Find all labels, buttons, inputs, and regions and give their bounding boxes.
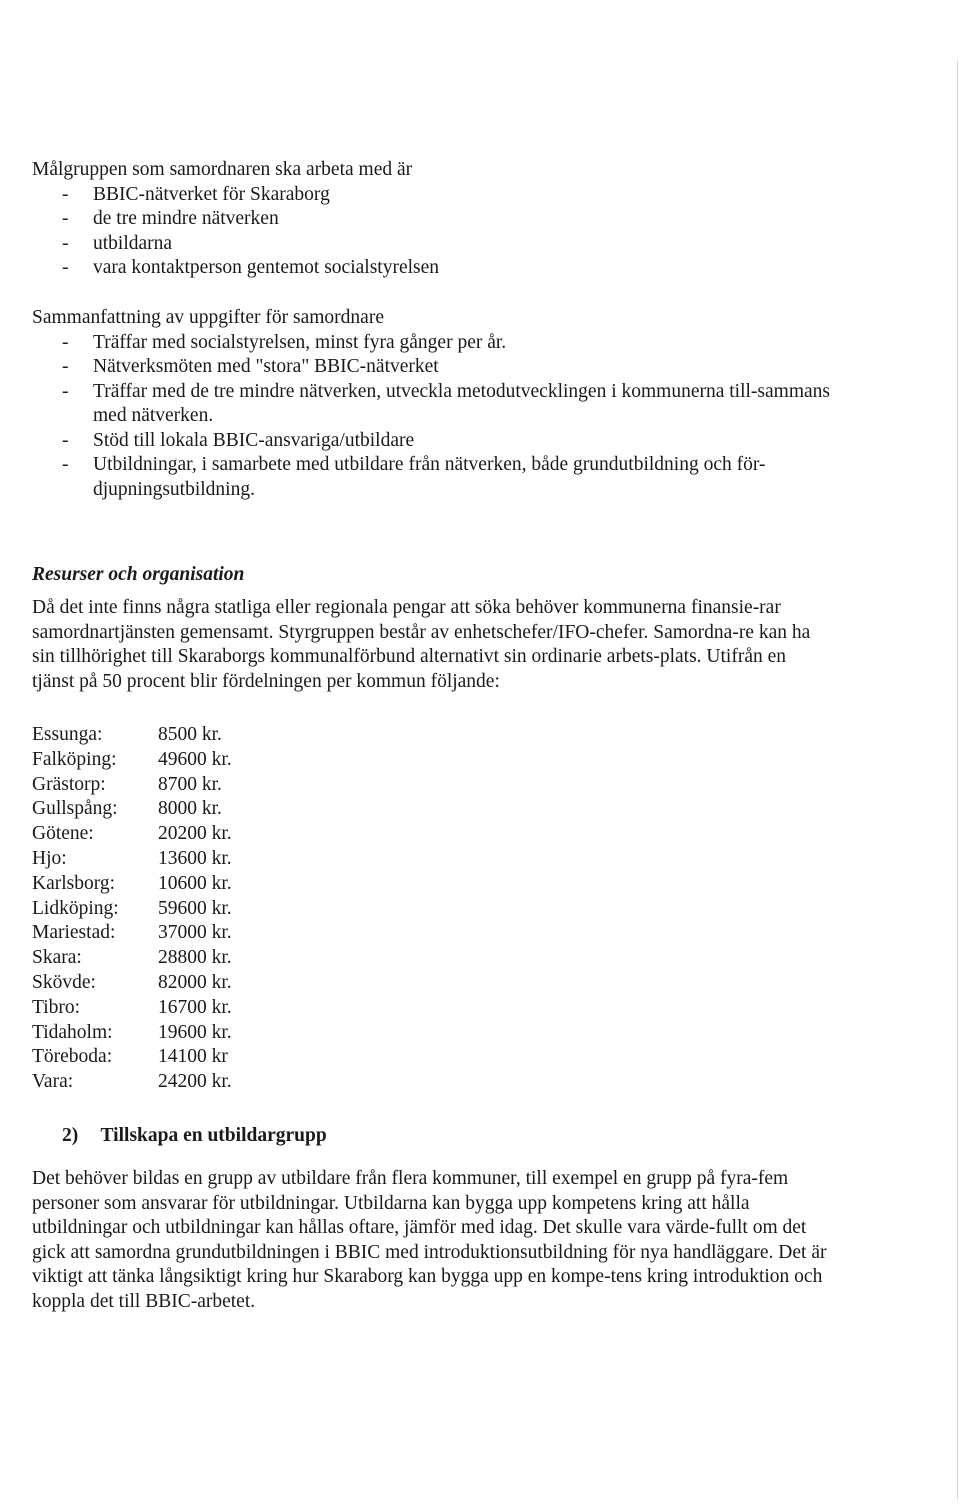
resources-paragraph-block <box>32 596 832 694</box>
table-row <box>32 822 232 847</box>
target-group-intro: Målgruppen som samordnaren ska arbeta med är <box>32 159 413 180</box>
municipality-amount: 59600 kr. <box>158 897 232 919</box>
section2-title: Tillskapa en utbildargrupp <box>100 1125 327 1146</box>
cost-table <box>32 723 232 1095</box>
section2-heading-block <box>32 1124 832 1149</box>
list-item: - vara kontaktperson gentemot socialstyrelsen <box>32 256 832 281</box>
municipality-name: Karlsborg: <box>32 872 116 894</box>
list-item: - Träffar med de tre mindre nätverken, utveckla metodutvecklingen i kommunerna till-sammans med nätverken. <box>32 380 832 429</box>
table-row <box>32 748 232 773</box>
municipality-name: Götene: <box>32 823 94 845</box>
municipality-name: Skara: <box>32 947 82 969</box>
municipality-name: Hjo: <box>32 847 67 869</box>
municipality-name: Skövde: <box>32 971 96 993</box>
table-row <box>32 946 232 971</box>
municipality-name: Lidköping: <box>32 897 119 919</box>
municipality-amount: 10600 kr. <box>158 872 232 894</box>
municipality-amount: 16700 kr. <box>158 996 232 1018</box>
municipality-amount: 8000 kr. <box>158 798 222 820</box>
municipality-amount: 24200 kr. <box>158 1071 232 1093</box>
section2-paragraph-block <box>32 1167 832 1314</box>
municipality-name: Tibro: <box>32 996 81 1018</box>
municipality-amount: 20200 kr. <box>158 823 232 845</box>
table-row <box>32 1070 232 1095</box>
section2-paragraph: Det behöver bildas en grupp av utbildare från flera kommuner, till exempel en grupp på fyra-fem personer som ansvarar för utbildningar. Utbildarna kan bygga upp kompetens kring att hålla utbildningar och utbildningar kan hållas oftare, jämför med idag. Det skulle vara värde-fullt om det gick att samordna grundutbildningen i BBIC med introduktionsutbildning för nya handläggare. Det är viktigt att tänka långsiktigt kring hur Skaraborg kan bygga upp en kompe-tens kring introduktion och koppla det till BBIC-arbetet. <box>32 1168 827 1312</box>
municipality-amount: 8500 kr. <box>158 724 222 745</box>
tasks-section <box>32 306 832 502</box>
list-item: - utbildarna <box>32 232 832 257</box>
municipality-amount: 82000 kr. <box>158 971 232 993</box>
table-row <box>32 723 232 748</box>
municipality-name: Tidaholm: <box>32 1021 113 1043</box>
tasks-intro: Sammanfattning av uppgifter för samordnare <box>32 307 384 328</box>
resources-heading-block <box>32 563 832 588</box>
table-row <box>32 996 232 1021</box>
municipality-name: Mariestad: <box>32 922 116 944</box>
table-row <box>32 971 232 996</box>
municipality-name: Grästorp: <box>32 773 106 795</box>
table-row <box>32 897 232 922</box>
tasks-list <box>32 331 832 503</box>
list-item: - Träffar med socialstyrelsen, minst fyra gånger per år. <box>32 331 832 356</box>
municipality-name: Essunga: <box>32 724 103 745</box>
municipality-amount: 13600 kr. <box>158 847 232 869</box>
target-group-list <box>32 183 832 281</box>
cost-distribution <box>32 723 832 1095</box>
resources-paragraph: Då det inte finns några statliga eller regionala pengar att söka behöver kommunerna finansie-rar samordnartjänsten gemensamt. Styrgruppen består av enhetschefer/IFO-chefer. Samordna-re kan ha sin tillhörighet till Skaraborgs kommunalförbund alternativt sin ordinarie arbets-plats. Utifrån en tjänst på 50 procent blir fördelningen per kommun följande: <box>32 597 811 692</box>
list-item: - BBIC-nätverket för Skaraborg <box>32 183 832 208</box>
municipality-amount: 19600 kr. <box>158 1021 232 1043</box>
table-row <box>32 1021 232 1046</box>
list-item: - Utbildningar, i samarbete med utbildare från nätverken, både grundutbildning och för-djupningsutbildning. <box>32 453 832 502</box>
section2-heading <box>32 1124 832 1149</box>
list-item: - Stöd till lokala BBIC-ansvariga/utbildare <box>32 429 832 454</box>
section2-number: 2) <box>62 1125 79 1146</box>
table-row <box>32 921 232 946</box>
municipality-amount: 8700 kr. <box>158 773 222 795</box>
municipality-name: Vara: <box>32 1071 74 1093</box>
municipality-amount: 37000 kr. <box>158 922 232 944</box>
table-row <box>32 872 232 897</box>
municipality-name: Töreboda: <box>32 1046 113 1068</box>
municipality-amount: 28800 kr. <box>158 947 232 969</box>
municipality-amount: 49600 kr. <box>158 748 232 770</box>
target-group-section <box>32 158 832 281</box>
table-row <box>32 847 232 872</box>
table-row <box>32 773 232 798</box>
table-row <box>32 797 232 822</box>
municipality-amount: 14100 kr <box>158 1046 228 1068</box>
municipality-name: Gullspång: <box>32 798 118 820</box>
list-item: - Nätverksmöten med "stora" BBIC-nätverket <box>32 355 832 380</box>
list-item: - de tre mindre nätverken <box>32 207 832 232</box>
municipality-name: Falköping: <box>32 748 117 770</box>
resources-heading: Resurser och organisation <box>32 564 245 585</box>
scan-edge-line <box>957 60 958 1500</box>
table-row <box>32 1045 232 1070</box>
